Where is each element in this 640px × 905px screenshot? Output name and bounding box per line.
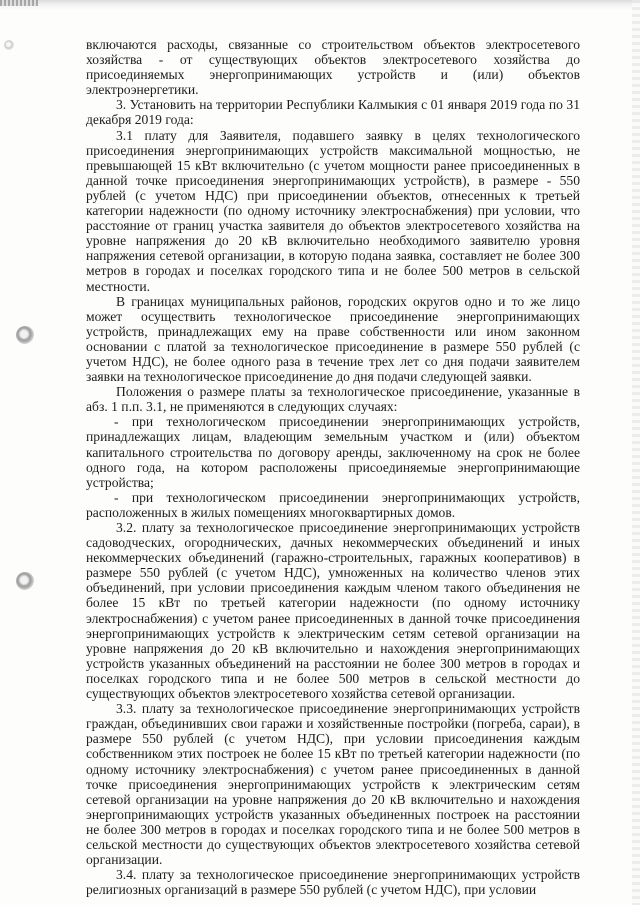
exception-list-item: - при технологическом присоединении энергопринимающих устройств, расположенных в жилых помещениях многоквартирных домов. — [86, 489, 580, 520]
scan-edge-right — [632, 0, 640, 905]
paragraph-item-3-4: 3.4. плату за технологическое присоединение энергопринимающих устройств религиозных организаций в размере 550 рублей (с учетом НДС), при условии — [86, 867, 580, 898]
exception-list-item: - при технологическом присоединении энергопринимающих устройств, принадлежащих лицам, владеющим земельным участком и (или) объектом капитального строительства по договору аренды, заключенному на срок не более одного года, на котором расположены присоединяемые энергопринимающие устройства; — [86, 414, 580, 490]
scan-edge-top — [0, 0, 640, 10]
document-body — [86, 37, 580, 897]
paragraph-item-3-1: 3.1 плату для Заявителя, подавшего заявку в целях технологического присоединения энергопринимающих устройств максимальной мощностью, не превышающей 15 кВт включительно (с учетом мощности ранее присоединенных в данной точке присоединения энергопринимающих устройств), в размере - 550 рублей (с учетом НДС) при присоединении объектов, отнесенных к третьей категории надежности (по одному источнику электроснабжения) при условии, что расстояние от границ участка заявителя до объектов электросетевого хозяйства на уровне напряжения до 20 кВ включительно необходимого заявителю уровня напряжения сетевой организации, в которую подана заявка, составляет не более 300 метров в городах и поселках городского типа и не более 500 метров в сельской местности. — [86, 127, 580, 294]
punch-hole-mark — [4, 40, 14, 50]
paragraph-item-3-2: 3.2. плату за технологическое присоединение энергопринимающих устройств садоводческих, огороднических, дачных некоммерческих объединений и иных некоммерческих объединений (гаражно-строительных, гаражных кооперативов) в размере 550 рублей (с учетом НДС), умноженных на количество членов этих объединений, при условии присоединения каждым членом такого объединения не более 15 кВт по третьей категории надежности (по одному источнику электроснабжения) с учетом ранее присоединенных в данной точке присоединения энергопринимающих устройств к электрическим сетям сетевой организации на уровне напряжения до 20 кВ включительно и нахождения энергопринимающих устройств указанных объединений на расстоянии не более 300 метров в городах и поселках городского типа и не более 500 метров в сельской местности до существующих объектов электросетевого хозяйства сетевой организации. — [86, 520, 580, 702]
paragraph-continuation: включаются расходы, связанные со строительством объектов электросетевого хозяйства - от существующих объектов электросетевого хозяйства до присоединяемых энергопринимающих устройств и (или) объектов электроэнергетики. — [86, 37, 580, 98]
punch-hole-mark — [16, 572, 34, 590]
paragraph-item-3-3: 3.3. плату за технологическое присоединение энергопринимающих устройств граждан, объединивших свои гаражи и хозяйственные постройки (погреба, сараи), в размере 550 рублей (с учетом НДС), при условии присоединения каждым собственником этих построек не более 15 кВт по третьей категории надежности (по одному источнику электроснабжения) с учетом ранее присоединенных в данной точке присоединения энергопринимающих устройств к электрическим сетям сетевой организации на уровне напряжения до 20 кВ включительно и нахождения энергопринимающих устройств указанных объединенных построек на расстоянии не более 300 метров в городах и поселках городского типа и не более 500 метров в сельской местности до существующих объектов электросетевого хозяйства сетевой организации. — [86, 701, 580, 868]
paragraph-exceptions-intro: Положения о размере платы за технологическое присоединение, указанные в абз. 1 п.п. 3.1, не применяются в следующих случаях: — [86, 384, 580, 415]
paragraph-item-3: 3. Установить на территории Республики Калмыкия с 01 января 2019 года по 31 декабря 2019 года: — [86, 97, 580, 128]
paragraph-municipal-limit: В границах муниципальных районов, городских округов одно и то же лицо может осуществить технологическое присоединение энергопринимающих устройств, принадлежащих ему на праве собственности или ином законном основании с платой за технологическое присоединение в размере 550 рублей (с учетом НДС), не более одного раза в течение трех лет со дня подачи заявителем заявки на технологическое присоединение до дня подачи следующей заявки. — [86, 293, 580, 385]
scan-edge-artifact — [0, 0, 38, 6]
punch-hole-mark — [16, 326, 34, 344]
